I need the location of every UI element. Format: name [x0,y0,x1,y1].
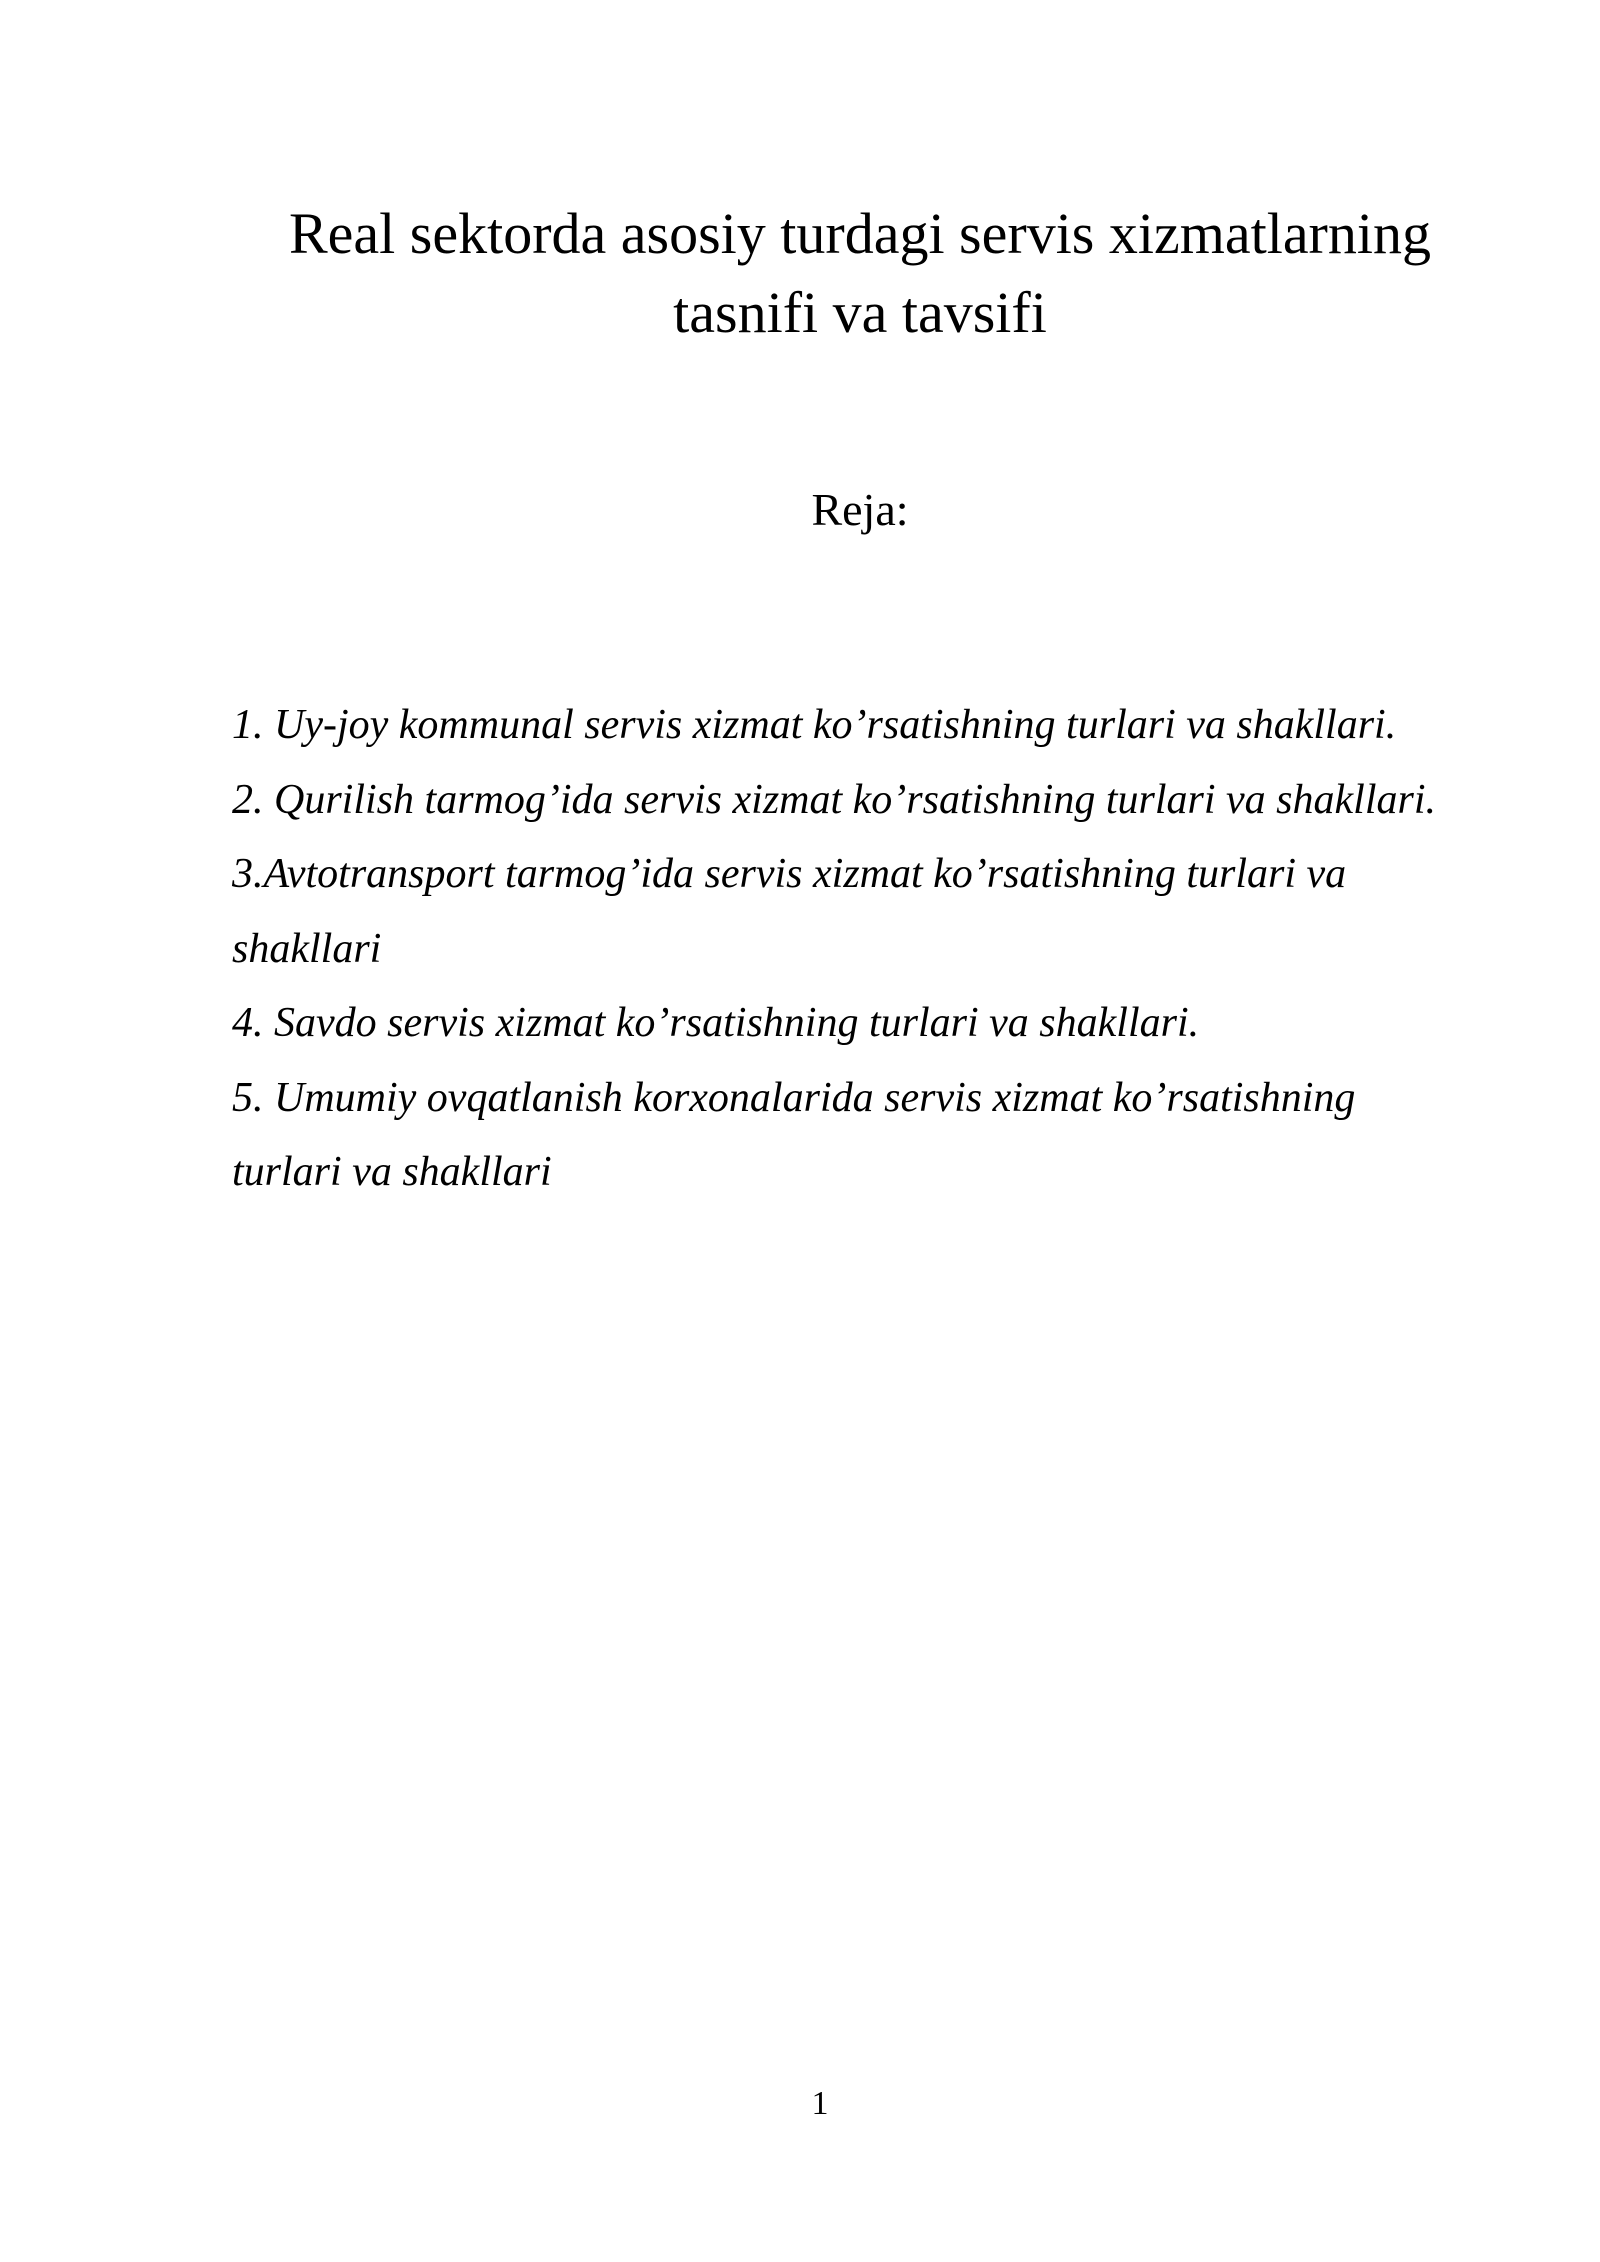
plan-item-5-continuation: turlari va shakllari [232,1149,552,1195]
plan-item-3: 3.Avtotransport tarmog’ida servis xizmat ko’rsatishning turlari va [232,851,1347,897]
plan-item-5: 5. Umumiy ovqatlanish korxonalarida servis xizmat ko’rsatishning [232,1075,1356,1121]
plan-item-3-continuation: shakllari [232,926,382,972]
document-title-line-1: Real sektorda asosiy turdagi servis xizmatlarning [289,201,1431,266]
page-number: 1 [811,2085,829,2122]
document-title-line-2: tasnifi va tavsifi [673,280,1047,345]
plan-item-2: 2. Qurilish tarmog’ida servis xizmat ko’rsatishning turlari va shakllari. [232,777,1437,823]
plan-item-4: 4. Savdo servis xizmat ko’rsatishning turlari va shakllari. [232,1000,1200,1046]
plan-heading: Reja: [811,484,909,535]
plan-item-1: 1. Uy-joy kommunal servis xizmat ko’rsatishning turlari va shakllari. [232,702,1397,748]
